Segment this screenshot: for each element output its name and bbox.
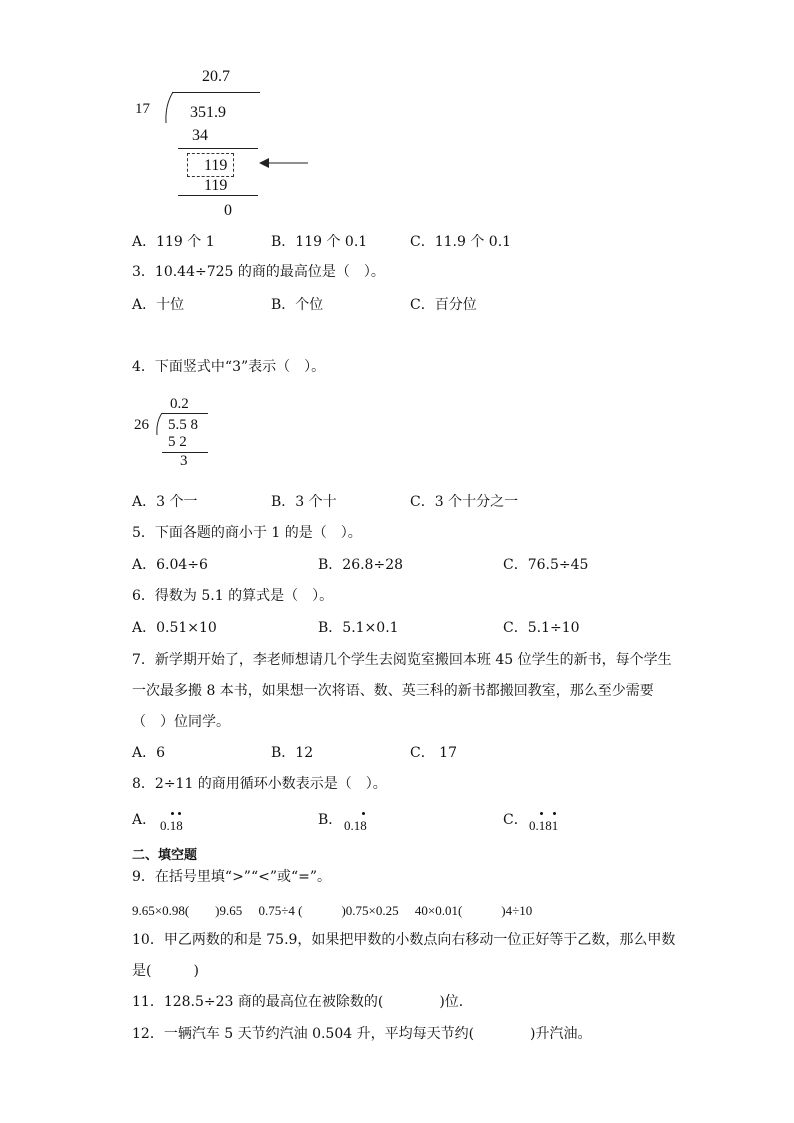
- q6-option-b: B．5.1×0.1: [318, 620, 399, 636]
- q7-option-c: C． 17: [410, 745, 457, 761]
- q3-option-c: C．百分位: [410, 297, 477, 313]
- q9-stem: 9．在括号里填“>”“<”或“=”。: [132, 869, 332, 885]
- repeat-dot: [540, 812, 543, 815]
- q8-option-b-value: 0.18: [344, 818, 367, 833]
- q5-stem: 5．下面各题的商小于 1 的是（ ）。: [132, 525, 362, 541]
- q5-option-b: B．26.8÷28: [318, 557, 404, 573]
- q12-stem: 12．一辆汽车 5 天节约汽油 0.504 升，平均每天节约( )升汽油。: [132, 1026, 592, 1042]
- q8-option-a-value: 0.18: [160, 818, 183, 833]
- q11-stem: 11．128.5÷23 商的最高位在被除数的( )位．: [132, 994, 473, 1010]
- repeat-dot: [171, 812, 174, 815]
- q4-dividend: 5.5 8: [168, 417, 198, 433]
- q4-option-b: B．3 个十: [271, 494, 337, 510]
- section-heading: 二、填空题: [132, 848, 198, 863]
- q2-option-a: A．119 个 1: [132, 234, 215, 250]
- dividend: 351.9: [190, 104, 226, 121]
- q2-option-b: B．119 个 0.1: [271, 234, 368, 250]
- q4-divisor: 26: [134, 417, 149, 433]
- partial-product-2: 119: [204, 177, 228, 194]
- q4-partial-product: 5 2: [168, 434, 187, 450]
- q2-option-c: C．11.9 个 0.1: [410, 234, 512, 250]
- q4-remainder: 3: [180, 453, 188, 469]
- q8-option-b-label: B．: [318, 812, 343, 828]
- q7-stem-line-3: （ ）位同学。: [132, 714, 230, 730]
- q10-stem-line-1: 10．甲乙两数的和是 75.9，如果把甲数的小数点向右移动一位正好等于乙数，那么甲数: [132, 932, 676, 948]
- q8-stem: 8．2÷11 的商用循环小数表示是（ ）。: [132, 776, 387, 792]
- division-bar: [172, 92, 260, 93]
- q6-option-a: A．0.51×10: [132, 620, 217, 636]
- q7-stem-line-2: 一次最多搬 8 本书，如果想一次将语、数、英三科的新书都搬回教室，那么至少需要: [132, 683, 654, 699]
- q5-option-a: A．6.04÷6: [132, 557, 208, 573]
- q10-stem-line-2: 是( ): [132, 963, 199, 979]
- partial-product-1: 34: [192, 127, 208, 144]
- q4-stem: 4．下面竖式中“3”表示（ ）。: [132, 359, 326, 375]
- quotient: 20.7: [202, 68, 230, 85]
- subtraction-line-2: [178, 195, 258, 196]
- repeat-dot: [553, 812, 556, 815]
- q3-option-b: B．个位: [271, 297, 324, 313]
- repeat-dot: [362, 812, 365, 815]
- q4-division-bracket: [154, 412, 164, 436]
- q5-option-c: C．76.5÷45: [503, 557, 589, 573]
- q4-option-a: A．3 个一: [132, 494, 198, 510]
- repeat-dot: [178, 812, 181, 815]
- q6-option-c: C．5.1÷10: [503, 620, 580, 636]
- q3-stem: 3．10.44÷725 的商的最高位是（ ）。: [132, 264, 385, 280]
- q7-stem-line-1: 7．新学期开始了，李老师想请几个学生去阅览室搬回本班 45 位学生的新书，每个学生: [132, 652, 672, 668]
- arrow-left-icon: [258, 156, 310, 170]
- q4-option-c: C．3 个十分之一: [410, 494, 519, 510]
- q7-option-a: A．6: [132, 745, 166, 761]
- subtraction-line-1: [178, 148, 258, 149]
- division-bracket: [163, 91, 177, 125]
- q7-option-b: B．12: [271, 745, 314, 761]
- q8-option-c-label: C．: [503, 812, 528, 828]
- q4-quotient: 0.2: [170, 396, 189, 412]
- q8-option-a-label: A．: [132, 812, 157, 828]
- q8-option-c-value: 0.181: [529, 818, 559, 833]
- divisor: 17: [135, 101, 150, 117]
- remainder: 0: [224, 202, 232, 219]
- boxed-value: 119: [204, 157, 228, 174]
- q4-division-bar: [162, 413, 208, 414]
- q6-stem: 6．得数为 5.1 的算式是（ ）。: [132, 588, 334, 604]
- q3-option-a: A．十位: [132, 297, 185, 313]
- q9-items: 9.65×0.98( )9.65 0.75÷4 ( )0.75×0.25 40×0.01( )4÷10: [132, 903, 533, 918]
